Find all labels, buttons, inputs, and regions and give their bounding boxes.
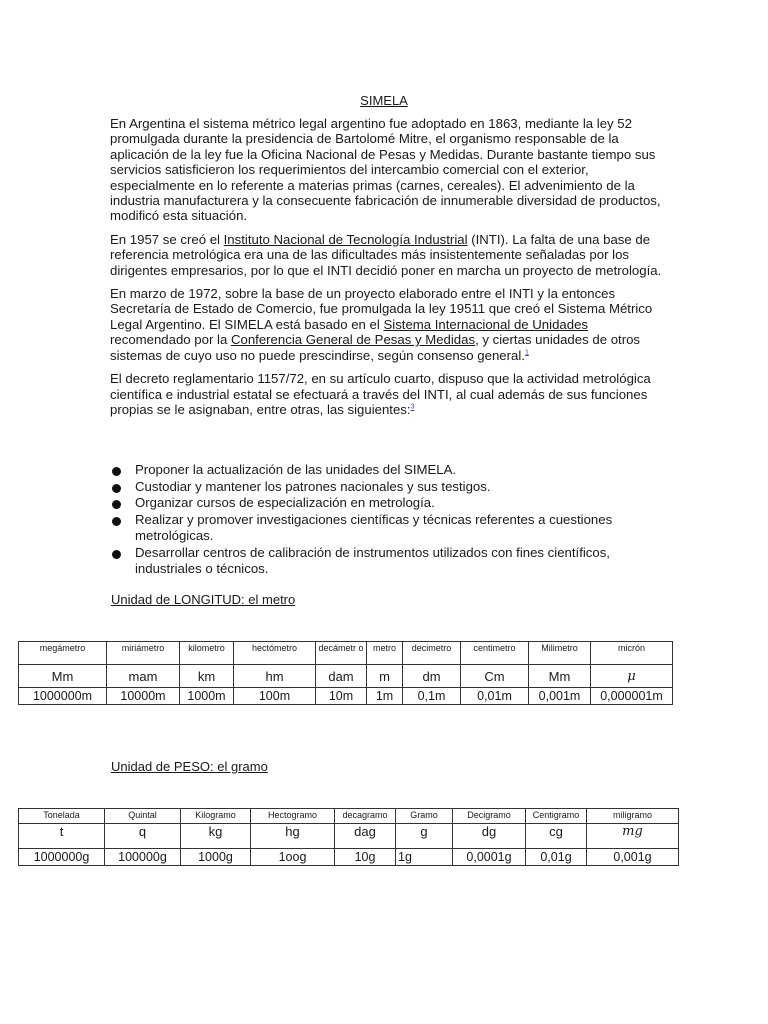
unit-value-cell: 1000m: [180, 688, 234, 705]
table-row: [19, 688, 673, 705]
list-item: Proponer la actualización de las unidades del SIMELA.: [110, 462, 662, 479]
paragraph-4-text: El decreto reglamentario 1157/72, en su artículo cuarto, dispuso que la actividad metrológica científica e industrial estatal se efectuará a través del INTI, al cual además de sus funciones propias se le asignaban, entre otras, las siguientes:: [110, 371, 651, 417]
paragraph-3-text-c: , y ciertas unidades de otros sistemas de cuyo uso no puede prescindirse, según consenso general.: [110, 332, 641, 363]
unit-name-cell: Milimetro: [529, 642, 591, 665]
unit-name-cell: miligramo: [587, 809, 679, 824]
unit-symbol-cell: g: [396, 824, 453, 849]
unit-symbol-cell: q: [105, 824, 181, 849]
unit-symbol-cell: hm: [234, 665, 316, 688]
peso-table: [18, 808, 679, 866]
unit-value-cell: 1g: [396, 849, 453, 866]
unit-symbol-cell: km: [180, 665, 234, 688]
paragraph-3-text-b: recomendado por la: [110, 332, 231, 348]
list-item: Desarrollar centros de calibración de instrumentos utilizados con fines científicos, industriales o técnicos.: [110, 545, 662, 578]
unit-name-cell: Tonelada: [19, 809, 105, 824]
unit-value-cell: 0,1m: [403, 688, 461, 705]
longitud-heading: Unidad de LONGITUD: el metro: [111, 592, 296, 607]
unit-value-cell: 10g: [335, 849, 396, 866]
unit-value-cell: 1000000g: [19, 849, 105, 866]
unit-symbol-cell: mg: [587, 824, 679, 849]
list-item: Organizar cursos de especialización en metrología.: [110, 495, 662, 512]
unit-value-cell: 1000g: [181, 849, 251, 866]
paragraph-2-text-b: (INTI). La falta de una base de referencia metrológica era una de las dificultades más insistentemente señaladas por los dirigentes empresarios, por lo que el INTI decidió poner en marcha un proyecto de metrología.: [110, 231, 662, 278]
unit-name-cell: Hectogramo: [251, 809, 335, 824]
unit-name-cell: decimetro: [403, 642, 461, 665]
inti-link[interactable]: Instituto Nacional de Tecnología Industrial: [223, 231, 468, 247]
unit-symbol-cell: m: [367, 665, 403, 688]
unit-value-cell: 0,000001m: [591, 688, 673, 705]
unit-name-cell: Centigramo: [526, 809, 587, 824]
unit-value-cell: 10000m: [107, 688, 180, 705]
footnote-ref-1[interactable]: 1: [524, 349, 529, 357]
document-body: [110, 116, 662, 425]
unit-value-cell: 0,01g: [526, 849, 587, 866]
peso-heading: Unidad de PESO: el gramo: [111, 759, 268, 774]
unit-symbol-cell: mam: [107, 665, 180, 688]
unit-symbol-cell: μ: [591, 665, 673, 688]
unit-name-cell: decámetr o: [316, 642, 367, 665]
unit-name-cell: micrón: [591, 642, 673, 665]
unit-symbol-cell: Mm: [19, 665, 107, 688]
unit-symbol-cell: hg: [251, 824, 335, 849]
paragraph-1: En Argentina el sistema métrico legal argentino fue adoptado en 1863, mediante la ley 52 promulgada durante la presidencia de Bartolomé Mitre, el organismo responsable de la aplicación de la ley fue la Oficina Nacional de Pesas y Medidas. Durante bastante tiempo sus servicios satisficieron los requerimientos del intercambio comercial con el exterior, especialmente en lo referente a materias primas (carnes, cereales). El advenimiento de la industria manufacturera y la consecuente fabricación de innumerable diversidad de productos, modificó esta situación.: [110, 116, 661, 224]
unit-value-cell: 0,001m: [529, 688, 591, 705]
unit-name-cell: decagramo: [335, 809, 396, 824]
document-title: SIMELA: [360, 93, 408, 108]
unit-value-cell: 0,001g: [587, 849, 679, 866]
paragraph-2: [110, 232, 662, 278]
unit-name-cell: miriámetro: [107, 642, 180, 665]
unit-value-cell: 1oog: [251, 849, 335, 866]
unit-value-cell: 100000g: [105, 849, 181, 866]
list-item: Custodiar y mantener los patrones nacionales y sus testigos.: [110, 479, 662, 496]
unit-value-cell: 1m: [367, 688, 403, 705]
unit-name-cell: Quintal: [105, 809, 181, 824]
unit-value-cell: 1000000m: [19, 688, 107, 705]
footnote-ref-3[interactable]: 3: [410, 403, 415, 411]
longitud-table: [18, 641, 673, 705]
cgpm-link[interactable]: Conferencia General de Pesas y Medidas: [230, 332, 476, 348]
unit-name-cell: centimetro: [461, 642, 529, 665]
unit-value-cell: 0,01m: [461, 688, 529, 705]
unit-symbol-cell: t: [19, 824, 105, 849]
unit-symbol-cell: dm: [403, 665, 461, 688]
unit-symbol-cell: dam: [316, 665, 367, 688]
paragraph-3: [110, 286, 662, 363]
unit-symbol-cell: kg: [181, 824, 251, 849]
unit-name-cell: metro: [367, 642, 403, 665]
table-row: [19, 642, 673, 665]
unit-symbol-cell: Cm: [461, 665, 529, 688]
paragraph-4: [110, 371, 662, 417]
list-item: Realizar y promover investigaciones científicas y técnicas referentes a cuestiones metrológicas.: [110, 512, 662, 545]
unit-name-cell: kilometro: [180, 642, 234, 665]
functions-list: [110, 462, 662, 578]
table-row: [19, 824, 679, 849]
unit-name-cell: hectómetro: [234, 642, 316, 665]
unit-value-cell: 0,0001g: [453, 849, 526, 866]
paragraph-2-text-a: En 1957 se creó el: [110, 231, 224, 247]
unit-name-cell: Kilogramo: [181, 809, 251, 824]
unit-name-cell: megámetro: [19, 642, 107, 665]
si-units-link[interactable]: Sistema Internacional de Unidades: [383, 316, 588, 332]
unit-symbol-cell: dag: [335, 824, 396, 849]
table-row: [19, 665, 673, 688]
unit-value-cell: 10m: [316, 688, 367, 705]
paragraph-3-text-a: En marzo de 1972, sobre la base de un proyecto elaborado entre el INTI y la entonces Secretaría de Estado de Comercio, fue promulgada la ley 19511 que creó el Sistema Métrico Legal Argentino. El SIMELA está basado en el: [110, 286, 653, 332]
unit-name-cell: Decigramo: [453, 809, 526, 824]
unit-value-cell: 100m: [234, 688, 316, 705]
unit-symbol-cell: cg: [526, 824, 587, 849]
table-row: [19, 849, 679, 866]
unit-name-cell: Gramo: [396, 809, 453, 824]
table-row: [19, 809, 679, 824]
unit-symbol-cell: dg: [453, 824, 526, 849]
unit-symbol-cell: Mm: [529, 665, 591, 688]
